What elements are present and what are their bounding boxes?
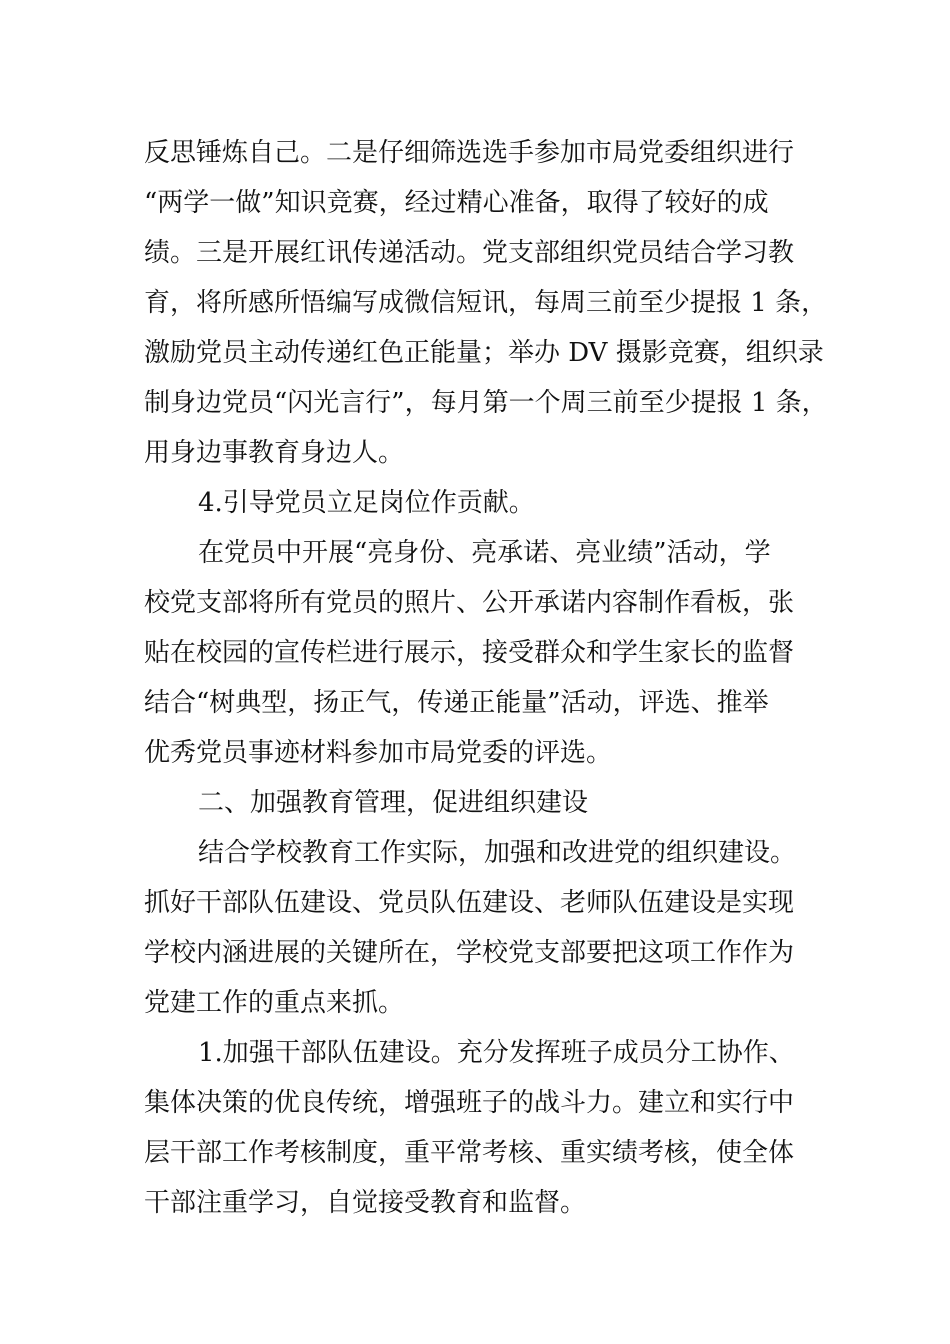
text-line-17: 学校内涵进展的关键所在，学校党支部要把这项工作作为: [144, 938, 795, 968]
text-line-7: 用身边事教育身边人。: [144, 438, 405, 468]
text-line-4: 育，将所感所悟编写成微信短讯，每周三前至少提报 1 条，: [144, 288, 828, 318]
text-line-11: 贴在校园的宣传栏进行展示，接受群众和学生家长的监督: [144, 638, 795, 668]
text-line-19: 1.加强干部队伍建设。充分发挥班子成员分工协作、: [198, 1038, 795, 1068]
text-line-6: 制身边党员“闪光言行”，每月第一个周三前至少提报 1 条，: [144, 388, 828, 418]
text-line-15: 结合学校教育工作实际，加强和改进党的组织建设。: [198, 838, 797, 868]
text-line-9: 在党员中开展“亮身份、亮承诺、亮业绩”活动，学: [198, 538, 771, 568]
text-line-3: 绩。三是开展红讯传递活动。党支部组织党员结合学习教: [144, 238, 795, 268]
section-heading-2: 二、加强教育管理，促进组织建设: [198, 788, 589, 818]
text-line-5: 激励党员主动传递红色正能量；举办 DV 摄影竞赛，组织录: [144, 338, 824, 368]
text-line-21: 层干部工作考核制度，重平常考核、重实绩考核，使全体: [144, 1138, 795, 1168]
text-line-1: 反思锤炼自己。二是仔细筛选选手参加市局党委组织进行: [144, 138, 795, 168]
section-heading-4: 4.引导党员立足岗位作贡献。: [198, 488, 535, 518]
text-line-2: “两学一做”知识竞赛，经过精心准备，取得了较好的成: [144, 188, 769, 218]
text-line-18: 党建工作的重点来抓。: [144, 988, 405, 1018]
text-line-12: 结合“树典型，扬正气，传递正能量”活动，评选、推举: [144, 688, 769, 718]
text-line-22: 干部注重学习，自觉接受教育和监督。: [144, 1188, 587, 1218]
document-body: [144, 128, 834, 1228]
text-line-13: 优秀党员事迹材料参加市局党委的评选。: [144, 738, 613, 768]
text-line-20: 集体决策的优良传统，增强班子的战斗力。建立和实行中: [144, 1088, 795, 1118]
text-line-10: 校党支部将所有党员的照片、公开承诺内容制作看板，张: [144, 588, 795, 618]
text-line-16: 抓好干部队伍建设、党员队伍建设、老师队伍建设是实现: [144, 888, 795, 918]
